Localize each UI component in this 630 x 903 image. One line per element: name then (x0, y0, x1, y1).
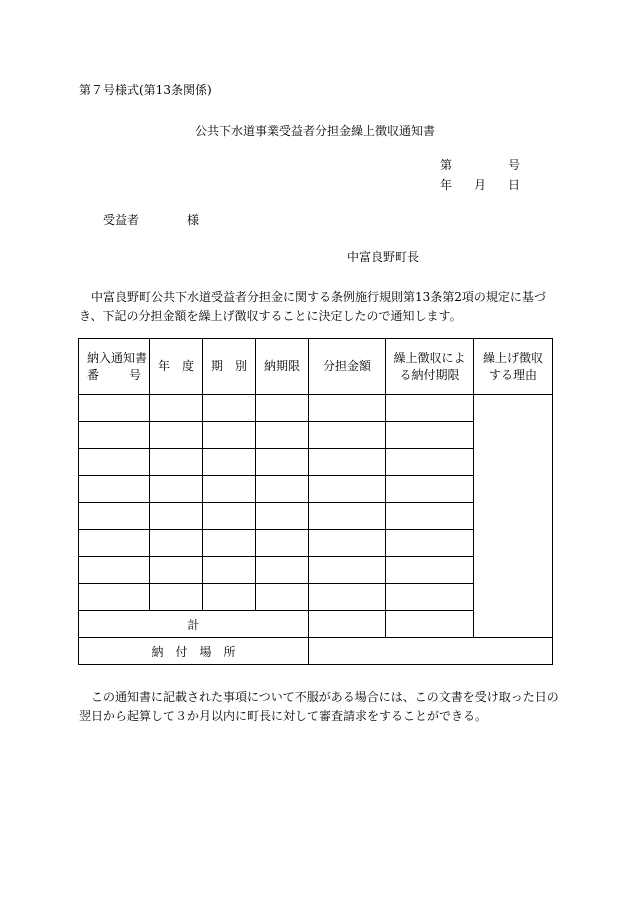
number-suffix: 号 (508, 158, 521, 172)
header-advance-deadline: 繰上徴収によ る納付期限 (386, 339, 474, 395)
number-prefix: 第 (440, 158, 453, 172)
collection-table (78, 338, 553, 665)
header-notice-number: 納入通知書 番 号 (79, 339, 150, 395)
document-title: 公共下水道事業受益者分担金繰上徴収通知書 (194, 124, 435, 138)
date-line (440, 176, 520, 193)
total-amount (309, 611, 386, 638)
payment-place-row (79, 638, 553, 665)
date-month: 月 (474, 178, 487, 192)
total-label: 計 (79, 611, 309, 638)
total-blank (386, 611, 474, 638)
payment-place-label: 納 付 場 所 (79, 638, 309, 665)
header-amount: 分担金額 (309, 339, 386, 395)
sender-name: 中富良野町長 (347, 250, 420, 264)
header-reason: 繰上げ徴収 する理由 (474, 339, 553, 395)
body-paragraph (79, 288, 559, 326)
date-year: 年 (440, 178, 453, 192)
appeal-note-text: この通知書に記載された事項について不服がある場合には、この文書を受け取った日の翌日から起算して３か月以内に町長に対して審査請求をすることができる。 (79, 690, 559, 723)
table-row (79, 395, 553, 422)
recipient-honorific: 様 (187, 213, 200, 227)
header-period: 期 別 (203, 339, 256, 395)
body-text: 中富良野町公共下水道受益者分担金に関する条例施行規則第13条第2項の規定に基づき、下記の分担金額を繰上げ徴収することに決定したので通知します。 (79, 290, 546, 323)
payment-place-value (309, 638, 553, 665)
document-number-line (440, 156, 520, 173)
recipient-label: 受益者 (103, 213, 140, 227)
header-due-date: 納期限 (256, 339, 309, 395)
form-number-label: 第７号様式(第13条関係) (79, 83, 212, 97)
table-header-row (79, 339, 553, 395)
date-day: 日 (508, 178, 521, 192)
header-fiscal-year: 年 度 (150, 339, 203, 395)
recipient-line (103, 211, 199, 228)
appeal-note (79, 688, 559, 726)
reason-cell (474, 395, 553, 638)
